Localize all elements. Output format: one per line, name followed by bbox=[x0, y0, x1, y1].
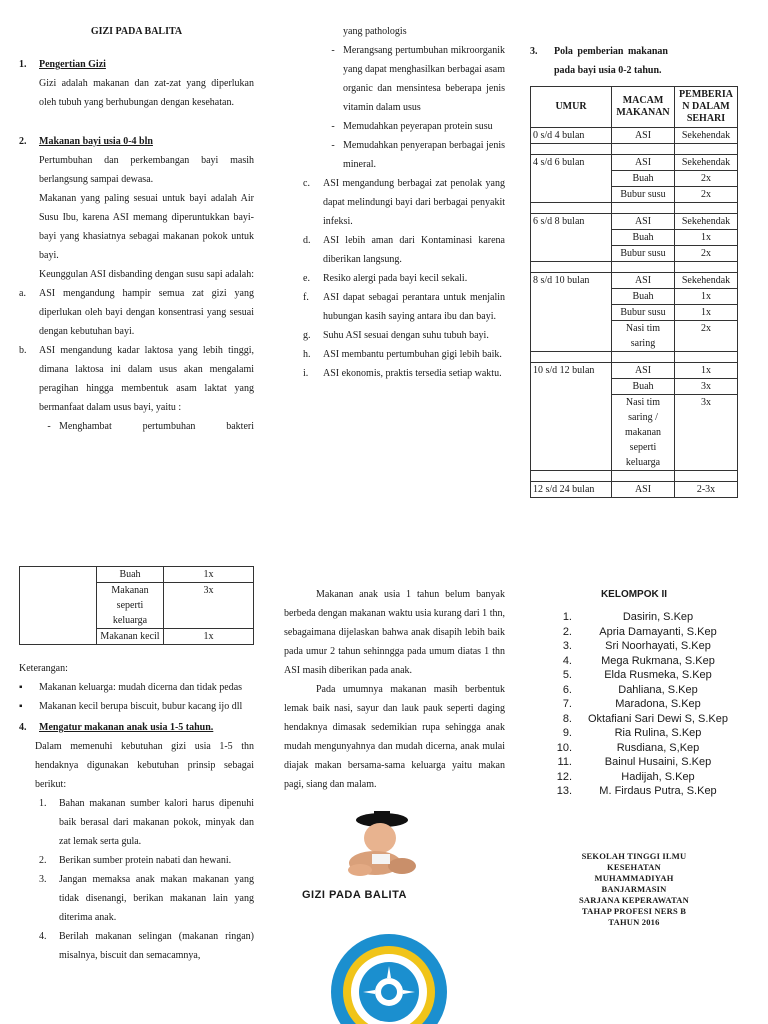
section-4-heading bbox=[19, 718, 254, 737]
section-1-text: Gizi adalah makanan dan zat-zat yang diperlukan oleh tubuh yang berhubungan dengan kesehatan. bbox=[39, 78, 254, 108]
list-text: ASI mengandung berbagai zat penolak yang dapat melindungi bayi dari berbagai penyakit infeksi. bbox=[323, 178, 505, 227]
food-cell: Nasi tim saring / makanan seperti keluarga bbox=[612, 395, 675, 471]
frequency-cell: 3x bbox=[675, 379, 738, 395]
keterangan-label: Keterangan: bbox=[19, 663, 68, 674]
member-item bbox=[530, 625, 738, 640]
spacer-row bbox=[531, 203, 738, 214]
frequency-cell: 1x bbox=[675, 305, 738, 321]
list-item bbox=[19, 851, 254, 870]
paragraph: Pertumbuhan dan perkembangan bayi masih berlangsung sampai dewasa. bbox=[39, 155, 254, 185]
member-name: Maradona, S.Kep bbox=[615, 698, 701, 710]
food-cell: ASI bbox=[612, 214, 675, 230]
member-number: 12. bbox=[556, 770, 572, 783]
list-text: Bahan makanan sumber kalori harus dipenuhi baik berasal dari makanan pokok, minyak dan zat lemak serta gula. bbox=[59, 798, 254, 847]
table-row bbox=[531, 128, 738, 144]
paragraph: Makanan yang paling sesuai untuk bayi adalah Air Susu Ibu, karena ASI memang diperuntukkan bayi-bayi yang khasiatnya sebagai makanan pokok untuk bayi. bbox=[39, 193, 254, 261]
section-1-heading bbox=[19, 55, 254, 74]
frequency-cell: Sekehendak bbox=[675, 214, 738, 230]
age-cell: 6 s/d 8 bulan bbox=[531, 214, 612, 262]
member-item bbox=[530, 697, 738, 712]
age-cell: 8 s/d 10 bulan bbox=[531, 273, 612, 352]
list-marker: c. bbox=[303, 178, 310, 189]
list-marker: e. bbox=[303, 273, 310, 284]
member-name: Rusdiana, S,Kep bbox=[616, 741, 700, 754]
frequency-cell: 2x bbox=[675, 187, 738, 203]
section-title: Mengatur makanan anak usia 1-5 tahun. bbox=[39, 722, 214, 733]
school-name: SEKOLAH TINGGI ILMU KESEHATAN MUHAMMADIYAH BANJARMASIN SARJANA KEPERAWATAN TAHAP PROFESI NERS B TAHUN 2016 bbox=[579, 850, 689, 927]
section-number: 3. bbox=[530, 46, 538, 57]
list-marker: h. bbox=[303, 349, 311, 360]
list-marker: 2. bbox=[39, 855, 47, 866]
member-number: 7. bbox=[562, 698, 572, 710]
column-1-bottom bbox=[19, 566, 254, 965]
bullet-item bbox=[19, 697, 254, 716]
list-item bbox=[19, 284, 254, 341]
dash-item bbox=[303, 136, 505, 174]
food-cell: Buah bbox=[612, 379, 675, 395]
member-number: 9. bbox=[562, 727, 572, 739]
table-cell bbox=[20, 567, 97, 645]
table-row bbox=[20, 567, 254, 583]
list-marker: 3. bbox=[39, 874, 47, 885]
member-number: 6. bbox=[562, 683, 572, 696]
list-text: Merangsang pertumbuhan mikroorganik yang dapat menghasilkan berbagai asam organic dan mensintesa beberapa jenis vitamin dalam usus bbox=[343, 45, 505, 113]
dash-marker: - bbox=[331, 121, 335, 132]
frequency-cell: 1x bbox=[675, 363, 738, 379]
dash-marker: - bbox=[331, 45, 335, 56]
brand-title: GIZI PADA BALITA bbox=[302, 889, 407, 901]
food-cell: Buah bbox=[612, 171, 675, 187]
member-item bbox=[530, 726, 738, 741]
member-item bbox=[530, 770, 738, 785]
dash-item bbox=[303, 117, 505, 136]
table-cell: 1x bbox=[164, 567, 254, 583]
baby-illustration bbox=[330, 808, 440, 878]
page-title: GIZI PADA BALITA bbox=[90, 26, 183, 37]
frequency-cell: 3x bbox=[675, 395, 738, 471]
member-number: 5. bbox=[562, 669, 572, 681]
bullet-icon: ▪ bbox=[19, 701, 23, 712]
dash-marker: - bbox=[331, 140, 335, 151]
table-row bbox=[531, 273, 738, 289]
list-text: Berikan sumber protein nabati dan hewani. bbox=[59, 855, 232, 866]
section-3-heading bbox=[530, 42, 738, 80]
column-header: UMUR bbox=[531, 87, 612, 128]
member-item bbox=[530, 755, 738, 770]
frequency-cell: Sekehendak bbox=[675, 128, 738, 144]
list-text: Berilah makanan selingan (makanan ringan) misalnya, biscuit dan semacamnya, bbox=[59, 931, 254, 961]
list-item bbox=[19, 870, 254, 927]
bullet-icon: ▪ bbox=[19, 682, 23, 693]
food-cell: Buah bbox=[612, 289, 675, 305]
list-text: ASI mengandung kadar laktosa yang lebih tinggi, dimana laktosa ini dalam usus akan mengalami peragihan hingga membentuk asam laktat yang bermanfaat dalam usus bayi, yaitu : bbox=[39, 345, 254, 413]
column-2-bottom bbox=[284, 585, 505, 794]
paragraph: Makanan anak usia 1 tahun belum banyak berbeda dengan makanan waktu usia kurang dari 1 thn, sebagaimana dijelaskan bahwa anak disapih lebih baik pada umur 2 tahun sehinngga pada umum diatas 1 thn ASI masih diberikan pada anak. bbox=[284, 589, 505, 676]
table-row bbox=[531, 363, 738, 379]
age-cell: 12 s/d 24 bulan bbox=[531, 482, 612, 498]
list-marker: f. bbox=[303, 292, 309, 303]
section-number: 4. bbox=[19, 722, 27, 733]
member-name: Sri Noorhayati, S.Kep bbox=[605, 640, 711, 652]
list-text: Jangan memaksa anak makan makanan yang tidak disenangi, berikan makanan lain yang diterima anak. bbox=[59, 874, 254, 923]
column-2 bbox=[303, 22, 505, 383]
member-list bbox=[530, 610, 738, 799]
member-number: 2. bbox=[562, 625, 572, 638]
list-text: Memudahkan peyerapan protein susu bbox=[343, 121, 493, 132]
table-header-row bbox=[531, 87, 738, 128]
kelompok-title: KELOMPOK II bbox=[600, 589, 668, 600]
member-name: Dasirin, S.Kep bbox=[622, 611, 694, 623]
list-item bbox=[303, 174, 505, 231]
table-cell: 3x bbox=[164, 583, 254, 629]
list-text: Makanan keluarga: mudah dicerna dan tidak pedas bbox=[39, 682, 243, 693]
section-2-heading bbox=[19, 132, 254, 151]
list-text: ASI dapat sebagai perantara untuk menjalin hubungan kasih saying antara ibu dan bayi. bbox=[323, 292, 505, 322]
list-marker: a. bbox=[19, 288, 26, 299]
feeding-table-continued bbox=[19, 566, 254, 645]
dash-marker: - bbox=[47, 421, 51, 432]
table-cell: Makanan seperti keluarga bbox=[97, 583, 164, 629]
table-row bbox=[531, 214, 738, 230]
food-cell: ASI bbox=[612, 273, 675, 289]
frequency-cell: 2-3x bbox=[675, 482, 738, 498]
member-item bbox=[530, 668, 738, 683]
dash-item bbox=[303, 41, 505, 117]
member-name: M. Firdaus Putra, S.Kep bbox=[599, 785, 717, 797]
member-item bbox=[530, 712, 738, 727]
frequency-cell: 2x bbox=[675, 171, 738, 187]
spacer-row bbox=[531, 352, 738, 363]
table-row bbox=[531, 482, 738, 498]
frequency-cell: Sekehendak bbox=[675, 273, 738, 289]
frequency-cell: 1x bbox=[675, 289, 738, 305]
spacer-row bbox=[531, 262, 738, 273]
feeding-table bbox=[530, 86, 738, 498]
dash-item bbox=[19, 417, 254, 436]
frequency-cell: 1x bbox=[675, 230, 738, 246]
member-name: Mega Rukmana, S.Kep bbox=[601, 654, 715, 667]
food-cell: Bubur susu bbox=[612, 187, 675, 203]
member-item bbox=[530, 610, 738, 625]
frequency-cell: Sekehendak bbox=[675, 155, 738, 171]
member-item bbox=[530, 654, 738, 669]
list-marker: i. bbox=[303, 368, 309, 379]
food-cell: ASI bbox=[612, 155, 675, 171]
column-header: MACAM MAKANAN bbox=[612, 87, 675, 128]
section-number: 2. bbox=[19, 136, 27, 147]
frequency-cell: 2x bbox=[675, 246, 738, 262]
member-item bbox=[530, 639, 738, 654]
food-cell: Bubur susu bbox=[612, 305, 675, 321]
bullet-item bbox=[19, 678, 254, 697]
food-cell: ASI bbox=[612, 128, 675, 144]
list-marker: b. bbox=[19, 345, 27, 356]
list-text: ASI membantu pertumbuhan gigi lebih baik. bbox=[323, 349, 502, 360]
list-text: Memudahkan penyerapan berbagai jenis mineral. bbox=[343, 140, 505, 170]
frequency-cell: 2x bbox=[675, 321, 738, 352]
member-name: Oktafiani Sari Dewi S, S.Kep bbox=[587, 712, 728, 725]
column-header: PEMBERIA N DALAM SEHARI bbox=[675, 87, 738, 128]
list-item bbox=[303, 288, 505, 326]
member-number: 3. bbox=[562, 640, 572, 652]
member-number: 1. bbox=[562, 611, 572, 623]
paragraph: Keunggulan ASI disbanding dengan susu sapi adalah: bbox=[39, 269, 254, 280]
age-cell: 0 s/d 4 bulan bbox=[531, 128, 612, 144]
table-cell: Buah bbox=[97, 567, 164, 583]
paragraph: Dalam memenuhi kebutuhan gizi usia 1-5 thn hendaknya digunakan kebutuhan prinsip sebagai berikut: bbox=[35, 741, 254, 790]
list-marker: 1. bbox=[39, 798, 47, 809]
table-cell: Makanan kecil bbox=[97, 629, 164, 645]
list-item bbox=[303, 326, 505, 345]
paragraph: Pada umumnya makanan masih berbentuk lemak baik nasi, sayur dan lauk pauk seperti daging hendaknya dimasak sedemikian rupa sehingga anak mudah mengunyahnya dan mudah dicerna, anak mulai diajak makan bersama-sama keluarga yaitu makan pagi, siang dan malam. bbox=[284, 684, 505, 790]
food-cell: Bubur susu bbox=[612, 246, 675, 262]
food-cell: ASI bbox=[612, 363, 675, 379]
member-name: Ria Rulina, S.Kep bbox=[614, 727, 702, 739]
spacer-row bbox=[531, 471, 738, 482]
table-row bbox=[531, 155, 738, 171]
age-cell: 10 s/d 12 bulan bbox=[531, 363, 612, 471]
table-cell: 1x bbox=[164, 629, 254, 645]
list-item bbox=[19, 927, 254, 965]
list-item bbox=[19, 341, 254, 417]
section-title: Pola pemberian makanan pada bayi usia 0-2 tahun. bbox=[554, 46, 668, 76]
member-name: Hadijah, S.Kep bbox=[621, 770, 695, 783]
list-text: ASI mengandung hampir semua zat gizi yang diperlukan oleh bayi dengan konsentrasi yang sesuai dengan kebutuhan bayi. bbox=[39, 288, 254, 337]
list-text: ASI ekonomis, praktis tersedia setiap waktu. bbox=[323, 368, 502, 379]
age-cell: 4 s/d 6 bulan bbox=[531, 155, 612, 203]
member-item bbox=[530, 741, 738, 756]
list-text: Resiko alergi pada bayi kecil sekali. bbox=[323, 273, 468, 284]
member-item bbox=[530, 784, 738, 799]
list-item bbox=[303, 345, 505, 364]
list-text-continued: yang pathologis bbox=[343, 26, 407, 37]
column-1 bbox=[19, 22, 254, 436]
section-title: Makanan bayi usia 0-4 bln bbox=[39, 136, 153, 147]
list-marker: 4. bbox=[39, 931, 47, 942]
list-text: Suhu ASI sesuai dengan suhu tubuh bayi. bbox=[323, 330, 489, 341]
member-number: 13. bbox=[556, 785, 572, 797]
member-number: 4. bbox=[562, 654, 572, 667]
list-text: Makanan kecil berupa biscuit, bubur kacang ijo dll bbox=[39, 701, 243, 712]
member-number: 11. bbox=[557, 756, 572, 768]
spacer-row bbox=[531, 144, 738, 155]
member-name: Bainul Husaini, S.Kep bbox=[604, 756, 712, 768]
list-marker: g. bbox=[303, 330, 311, 341]
member-number: 8. bbox=[562, 712, 572, 725]
member-name: Dahliana, S.Kep bbox=[618, 683, 698, 696]
list-item bbox=[303, 231, 505, 269]
list-text: Menghambat pertumbuhan bakteri bbox=[59, 421, 254, 432]
list-text: ASI lebih aman dari Kontaminasi karena diberikan langsung. bbox=[323, 235, 505, 265]
list-item bbox=[19, 794, 254, 851]
column-3-bottom bbox=[530, 585, 738, 928]
member-item bbox=[530, 683, 738, 698]
food-cell: ASI bbox=[612, 482, 675, 498]
list-item bbox=[303, 364, 505, 383]
food-cell: Buah bbox=[612, 230, 675, 246]
school-logo bbox=[329, 930, 449, 1024]
column-3 bbox=[530, 42, 738, 498]
list-marker: d. bbox=[303, 235, 311, 246]
member-name: Elda Rusmeka, S.Kep bbox=[604, 669, 712, 681]
food-cell: Nasi tim saring bbox=[612, 321, 675, 352]
list-item bbox=[303, 269, 505, 288]
member-number: 10. bbox=[556, 741, 572, 754]
member-name: Apria Damayanti, S.Kep bbox=[599, 625, 717, 638]
section-number: 1. bbox=[19, 59, 27, 70]
section-title: Pengertian Gizi bbox=[39, 59, 106, 70]
